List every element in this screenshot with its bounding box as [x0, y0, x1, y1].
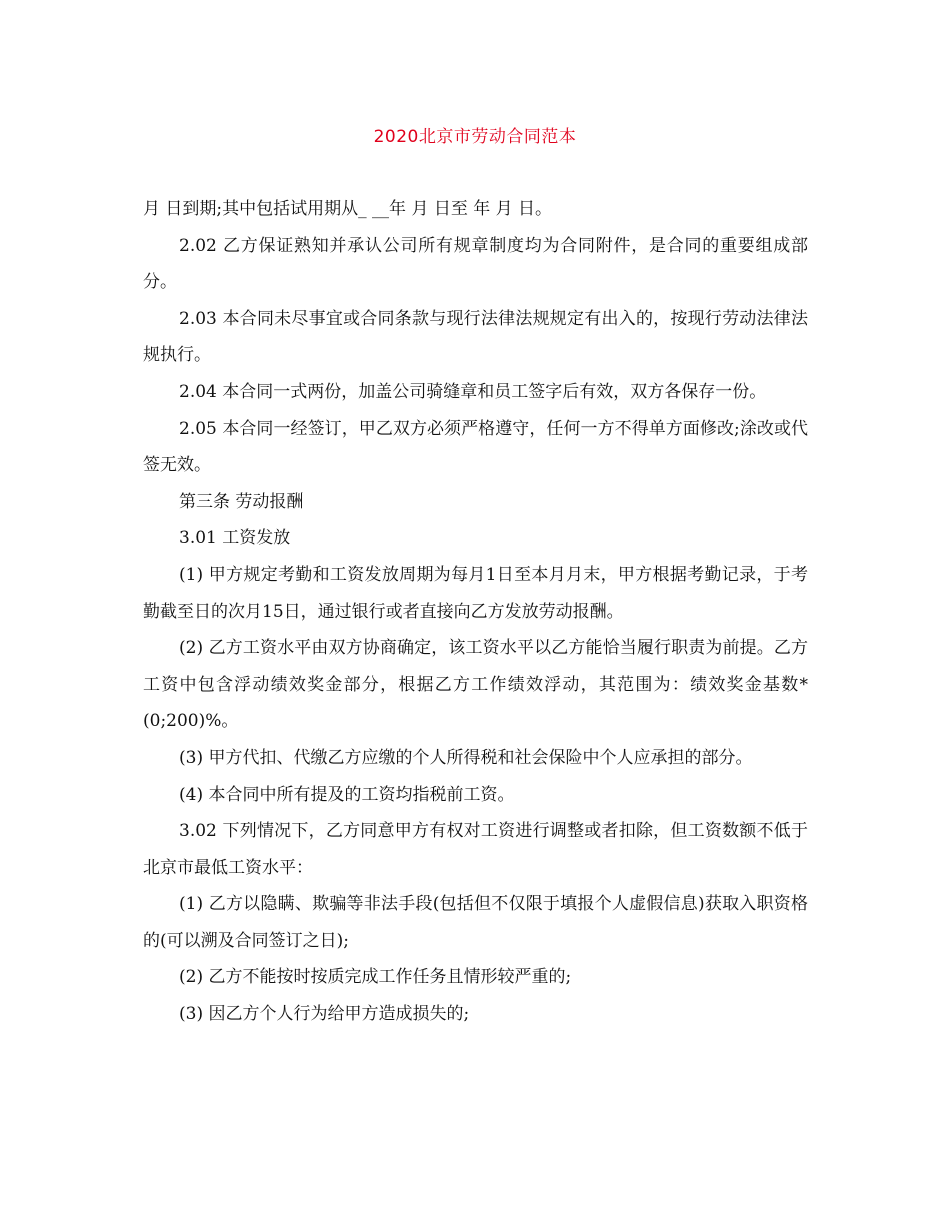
paragraph-3-01-item-3: (3) 甲方代扣、代缴乙方应缴的个人所得税和社会保险中个人应承担的部分。 [179, 747, 753, 768]
paragraph-3-02-item-1: (1) 乙方以隐瞒、欺骗等非法手段(包括但不仅限于填报个人虚假信息)获取入职资格的(可以溯及合同签订之日); [143, 894, 808, 951]
paragraph-3-02-item-3: (3) 因乙方个人行为给甲方造成损失的; [179, 1004, 470, 1025]
section-heading-article-3: 第三条 劳动报酬 [179, 491, 304, 512]
paragraph-3-02-item-2: (2) 乙方不能按时按质完成工作任务且情形较严重的; [179, 967, 572, 988]
paragraph-3-01-item-1: (1) 甲方规定考勤和工资发放周期为每月1日至本月月末，甲方根据考勤记录，于考勤截至日的次月15日，通过银行或者直接向乙方发放劳动报酬。 [143, 564, 808, 622]
paragraph-3-01-item-2: (2) 乙方工资水平由双方协商确定，该工资水平以乙方能恰当履行职责为前提。乙方工资中包含浮动绩效奖金部分，根据乙方工作绩效浮动，其范围为：绩效奖金基数*(0;200)%。 [143, 638, 808, 732]
paragraph-3-01-item-4: (4) 本合同中所有提及的工资均指税前工资。 [179, 784, 515, 805]
paragraph-continuation: 月 日到期;其中包括试用期从_ __年 月 日至 年 月 日。 [143, 199, 553, 219]
paragraph-2-04: 2.04 本合同一式两份，加盖公司骑缝章和员工签字后有效，双方各保存一份。 [179, 381, 767, 402]
subsection-heading-3-01: 3.01 工资发放 [179, 528, 291, 549]
paragraph-2-03: 2.03 本合同未尽事宜或合同条款与现行法律法规规定有出入的，按现行劳动法律法规执行。 [143, 308, 808, 366]
document-body [143, 191, 808, 1033]
paragraph-3-02: 3.02 下列情况下，乙方同意甲方有权对工资进行调整或者扣除，但工资数额不低于北京市最低工资水平： [143, 821, 808, 878]
paragraph-2-02: 2.02 乙方保证熟知并承认公司所有规章制度均为合同附件，是合同的重要组成部分。 [143, 235, 808, 293]
paragraph-2-05: 2.05 本合同一经签订，甲乙双方必须严格遵守，任何一方不得单方面修改;涂改或代签无效。 [143, 418, 808, 476]
document-title: 2020北京市劳动合同范本 [373, 127, 577, 147]
